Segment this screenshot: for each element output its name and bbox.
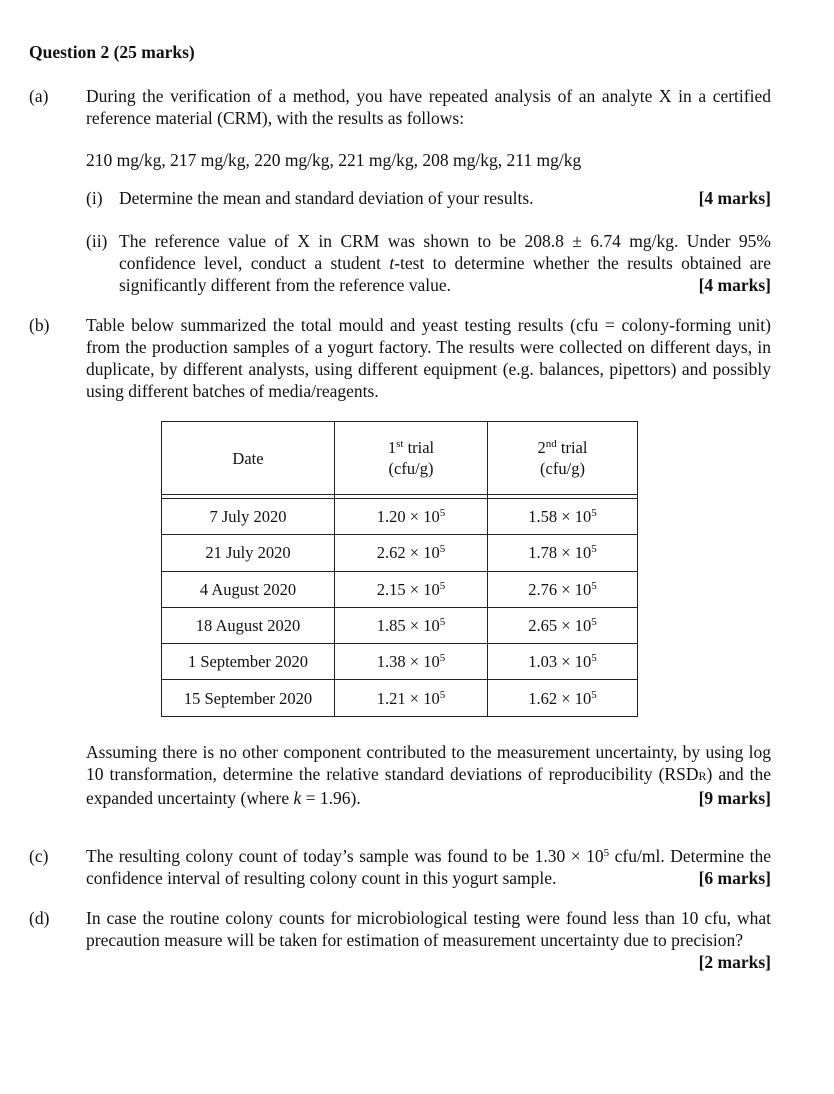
part-d-question bbox=[86, 907, 771, 973]
part-b-k: k bbox=[293, 788, 302, 808]
cell-trial-2: $1.58 \times 10^5$ bbox=[488, 499, 638, 535]
cell-date: 15 September 2020 bbox=[162, 680, 335, 716]
cell-date: 7 July 2020 bbox=[162, 499, 335, 535]
header-trial-2-word: trial bbox=[556, 438, 588, 457]
cell-trial-2: $2.76 \times 10^5$ bbox=[488, 571, 638, 607]
part-a-ii-t: t bbox=[389, 253, 395, 273]
cell-date: 21 July 2020 bbox=[162, 535, 335, 571]
part-b-follow-2: ) and the expanded uncertainty (where bbox=[86, 764, 771, 808]
cell-trial-1: $1.20 \times 10^5$ bbox=[335, 499, 488, 535]
part-a-ii bbox=[86, 230, 771, 296]
part-a-ii-num: (ii) bbox=[86, 231, 108, 251]
header-trial-2 bbox=[488, 422, 638, 495]
part-a-results: 210 mg/kg, 217 mg/kg, 220 mg/kg, 221 mg/kg, 208 mg/kg, 211 mg/kg bbox=[86, 150, 582, 170]
header-trial-2-unit: (cfu/g) bbox=[540, 459, 585, 478]
cell-trial-1: $2.15 \times 10^5$ bbox=[335, 571, 488, 607]
table-row bbox=[162, 571, 638, 607]
part-c-text-1: The resulting colony count of today’s sample was found to be 1.30 × 10 bbox=[86, 846, 604, 866]
part-a-ii-text-1: The reference value of X in CRM was shown to be 208.8 ± 6.74 mg/kg. Under 95% confidence level, conduct a student bbox=[119, 231, 771, 273]
part-a-i-text: Determine the mean and standard deviation of your results. bbox=[119, 188, 534, 208]
part-b-sub-r: R bbox=[698, 769, 707, 783]
cell-trial-2: $1.78 \times 10^5$ bbox=[488, 535, 638, 571]
part-c-text-2: cfu/ml. Determine the confidence interval of resulting colony count in this yogurt sample. bbox=[86, 846, 772, 888]
table-row bbox=[162, 607, 638, 643]
part-c-marks: [6 marks] bbox=[698, 868, 771, 888]
cell-trial-2: $1.62 \times 10^5$ bbox=[488, 680, 638, 716]
results-table bbox=[161, 421, 638, 717]
cell-trial-1: $1.38 \times 10^5$ bbox=[335, 644, 488, 680]
cell-date: 1 September 2020 bbox=[162, 644, 335, 680]
header-trial-1 bbox=[335, 422, 488, 495]
cell-trial-1: $2.62 \times 10^5$ bbox=[335, 535, 488, 571]
part-b-intro: Table below summarized the total mould and yeast testing results (cfu = colony-forming unit) from the production samples of a yogurt factory. The results were collected on different days, in duplicate, by different analysts, using different equipment (e.g. balances, pipettors) and possibly using different batches of media/reagents. bbox=[86, 315, 771, 401]
cell-trial-1: $1.21 \times 10^5$ bbox=[335, 680, 488, 716]
table-row bbox=[162, 644, 638, 680]
header-trial-2-ord: 2 bbox=[537, 438, 546, 457]
part-a-ii-marks: [4 marks] bbox=[698, 275, 771, 295]
table-row bbox=[162, 535, 638, 571]
question-title: Question 2 (25 marks) bbox=[29, 42, 195, 62]
cell-date: 4 August 2020 bbox=[162, 571, 335, 607]
part-b-label: (b) bbox=[29, 315, 50, 335]
part-c-label: (c) bbox=[29, 846, 49, 866]
table-header-row bbox=[162, 422, 638, 495]
table-row bbox=[162, 499, 638, 535]
part-c-question bbox=[86, 845, 771, 889]
part-a-intro: During the verification of a method, you have repeated analysis of an analyte X in a certified reference material (CRM), with the results as follows: bbox=[86, 86, 771, 128]
part-b-follow-1: Assuming there is no other component contributed to the measurement uncertainty, by using log 10 transformation, determine the relative standard deviations of reproducibility (RSD bbox=[86, 742, 771, 784]
part-a-ii-text-2: -test to determine whether the results obtained are significantly different from the reference value. bbox=[119, 253, 772, 295]
part-c-exp: 5 bbox=[603, 847, 610, 859]
part-b-question bbox=[86, 741, 771, 809]
part-b-marks: [9 marks] bbox=[698, 788, 771, 808]
part-b-follow-3: = 1.96). bbox=[301, 788, 361, 808]
cell-trial-1: $1.85 \times 10^5$ bbox=[335, 607, 488, 643]
header-trial-1-ord: 1 bbox=[387, 438, 397, 457]
part-a-label: (a) bbox=[29, 86, 49, 106]
table-row bbox=[162, 680, 638, 716]
part-a-i-num: (i) bbox=[86, 188, 103, 208]
cell-trial-2: $1.03 \times 10^5$ bbox=[488, 644, 638, 680]
header-trial-1-unit: (cfu/g) bbox=[388, 459, 434, 478]
cell-trial-2: $2.65 \times 10^5$ bbox=[488, 607, 638, 643]
part-a-i-marks: [4 marks] bbox=[698, 188, 771, 208]
header-trial-1-word: trial bbox=[403, 438, 435, 457]
part-a-i bbox=[86, 187, 771, 209]
header-trial-2-sup: nd bbox=[545, 438, 557, 450]
part-d-text: In case the routine colony counts for microbiological testing were found less than 10 cfu, what precaution measure will be taken for estimation of measurement uncertainty due to precision? bbox=[86, 908, 771, 950]
part-d-label: (d) bbox=[29, 908, 50, 928]
header-trial-1-sup: st bbox=[396, 438, 404, 450]
cell-date: 18 August 2020 bbox=[162, 607, 335, 643]
part-d-marks: [2 marks] bbox=[698, 952, 771, 972]
header-date: Date bbox=[162, 422, 335, 495]
